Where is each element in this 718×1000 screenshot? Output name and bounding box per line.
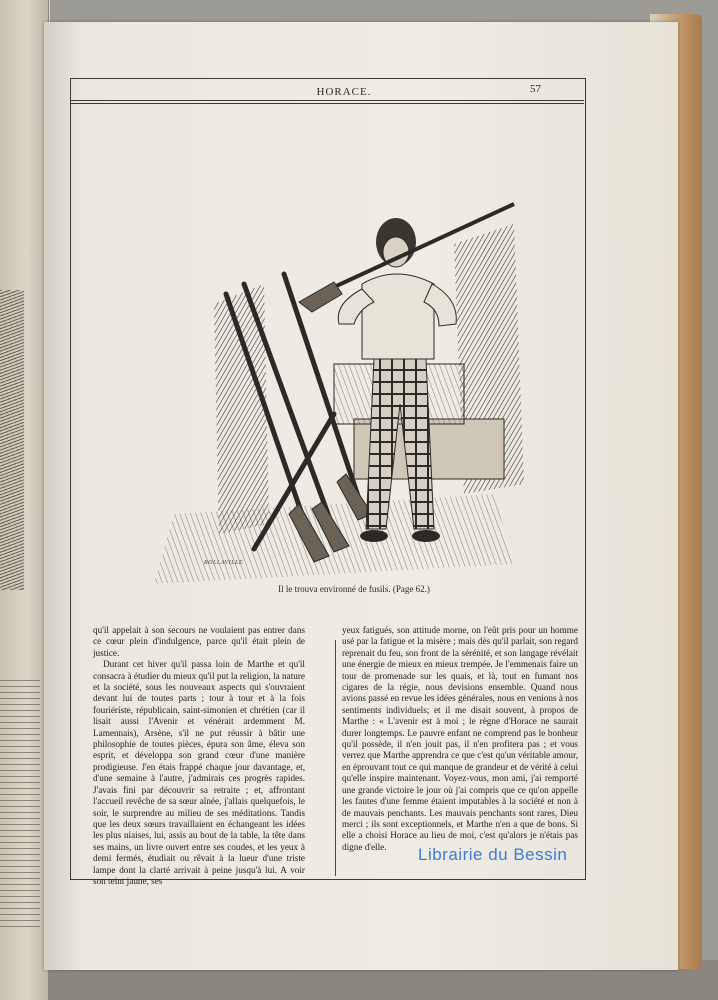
previous-page <box>0 0 49 1000</box>
running-head: HORACE. <box>316 86 372 98</box>
header-rule-double <box>70 103 584 104</box>
watermark: Librairie du Bessin <box>418 845 568 864</box>
left-wall-shadow <box>214 284 269 534</box>
book-page <box>44 22 678 970</box>
previous-page-engraving <box>0 290 24 590</box>
paragraph: Durant cet hiver qu'il passa loin de Marthe et qu'il consacra à étudier du mieux qu'il put la religion, la nature et la société, sous les nouveaux aspects qui s'ouvraient devant lui de toutes parts ; tour à tour et à la fois fouriériste, républicain, saint-simonien et chrétien (car il lisait aussi l'Avenir et vénérait ardemment M. Lamennais), Arsène, s'il ne put réussir à bâtir une philosophie de toutes pièces, épura son âme, éleva son esprit, et développa son grand cœur d'une manière prodigieuse. J'en étais frappé chaque jour davantage, et, d'une semaine à l'autre, j'admirais ces progrès rapides. J'avais fini par découvrir sa retraite ; et, affrontant l'accueil revêche de sa sœur aînée, j'allais quelquefois, le soir, le surprendre au milieu de ses méditations. Tandis que les deux sœurs travaillaient en échangeant les idées les plus niaises, lui, assis au bout de la table, la tête dans ses mains, un livre ouvert entre ses coudes, et les yeux à demi fermés, étudiait ou rêvait à la lueur d'une triste lampe dont la clarté arrivait à peine jusqu'à lui. A voir son teint jaune, ses <box>93 659 305 886</box>
header-rule <box>70 100 584 101</box>
engraver-signature: ROLLAVILLE <box>204 560 244 566</box>
paragraph: qu'il appelait à son secours ne voulaient pas entrer dans ce cœur plein d'indulgence, parce qu'il était plein de justice. <box>93 625 305 658</box>
text-column-right <box>342 625 578 855</box>
previous-page-text <box>0 680 40 930</box>
column-divider <box>335 640 336 876</box>
illustration-caption: Il le trouva environné de fusils. (Page 62.) <box>278 584 430 594</box>
paragraph: yeux fatigués, son attitude morne, on l'eût pris pour un homme usé par la fatigue et la misère ; mais dès qu'il parlait, son regard reprenait du feu, son front de la sérénité, et son langage révélait une énergie de mieux en mieux trempée. Je l'emmenais faire un tour de promenade sur les quais, et là, tout en fumant nos cigares de la régie, nous devisions ensemble. Quand nous avions passé en revue les idées générales, nous en venions à nos sentiments individuels; et il me disait souvent, à propos de Marthe : « L'avenir est à moi ; le règne d'Horace ne saurait durer longtemps. Le pauvre enfant ne comprend pas le bonheur qu'il possède, il n'en jouit pas, il n'en profitera pas ; et vous verrez que Marthe apprendra ce que c'est qu'un véritable amour, en éprouvant tout ce qui manque de grandeur et de vérité à celui qu'elle inspire maintenant. Voyez-vous, mon ami, j'ai remporté une grande victoire le jour où j'ai compris que ce qu'on appelle les fautes d'une femme étaient imputables à la société et non à de mauvais penchants. Les mauvais penchants sont rares, Dieu merci ; ils sont exceptionnels, et Marthe n'en a que de bons. Si elle a choisi Horace au lieu de moi, c'est qu'alors je n'étais pas digne d'elle. <box>342 625 578 852</box>
page-number: 57 <box>530 83 541 95</box>
engraving-illustration <box>134 184 574 604</box>
text-column-left <box>93 625 305 886</box>
